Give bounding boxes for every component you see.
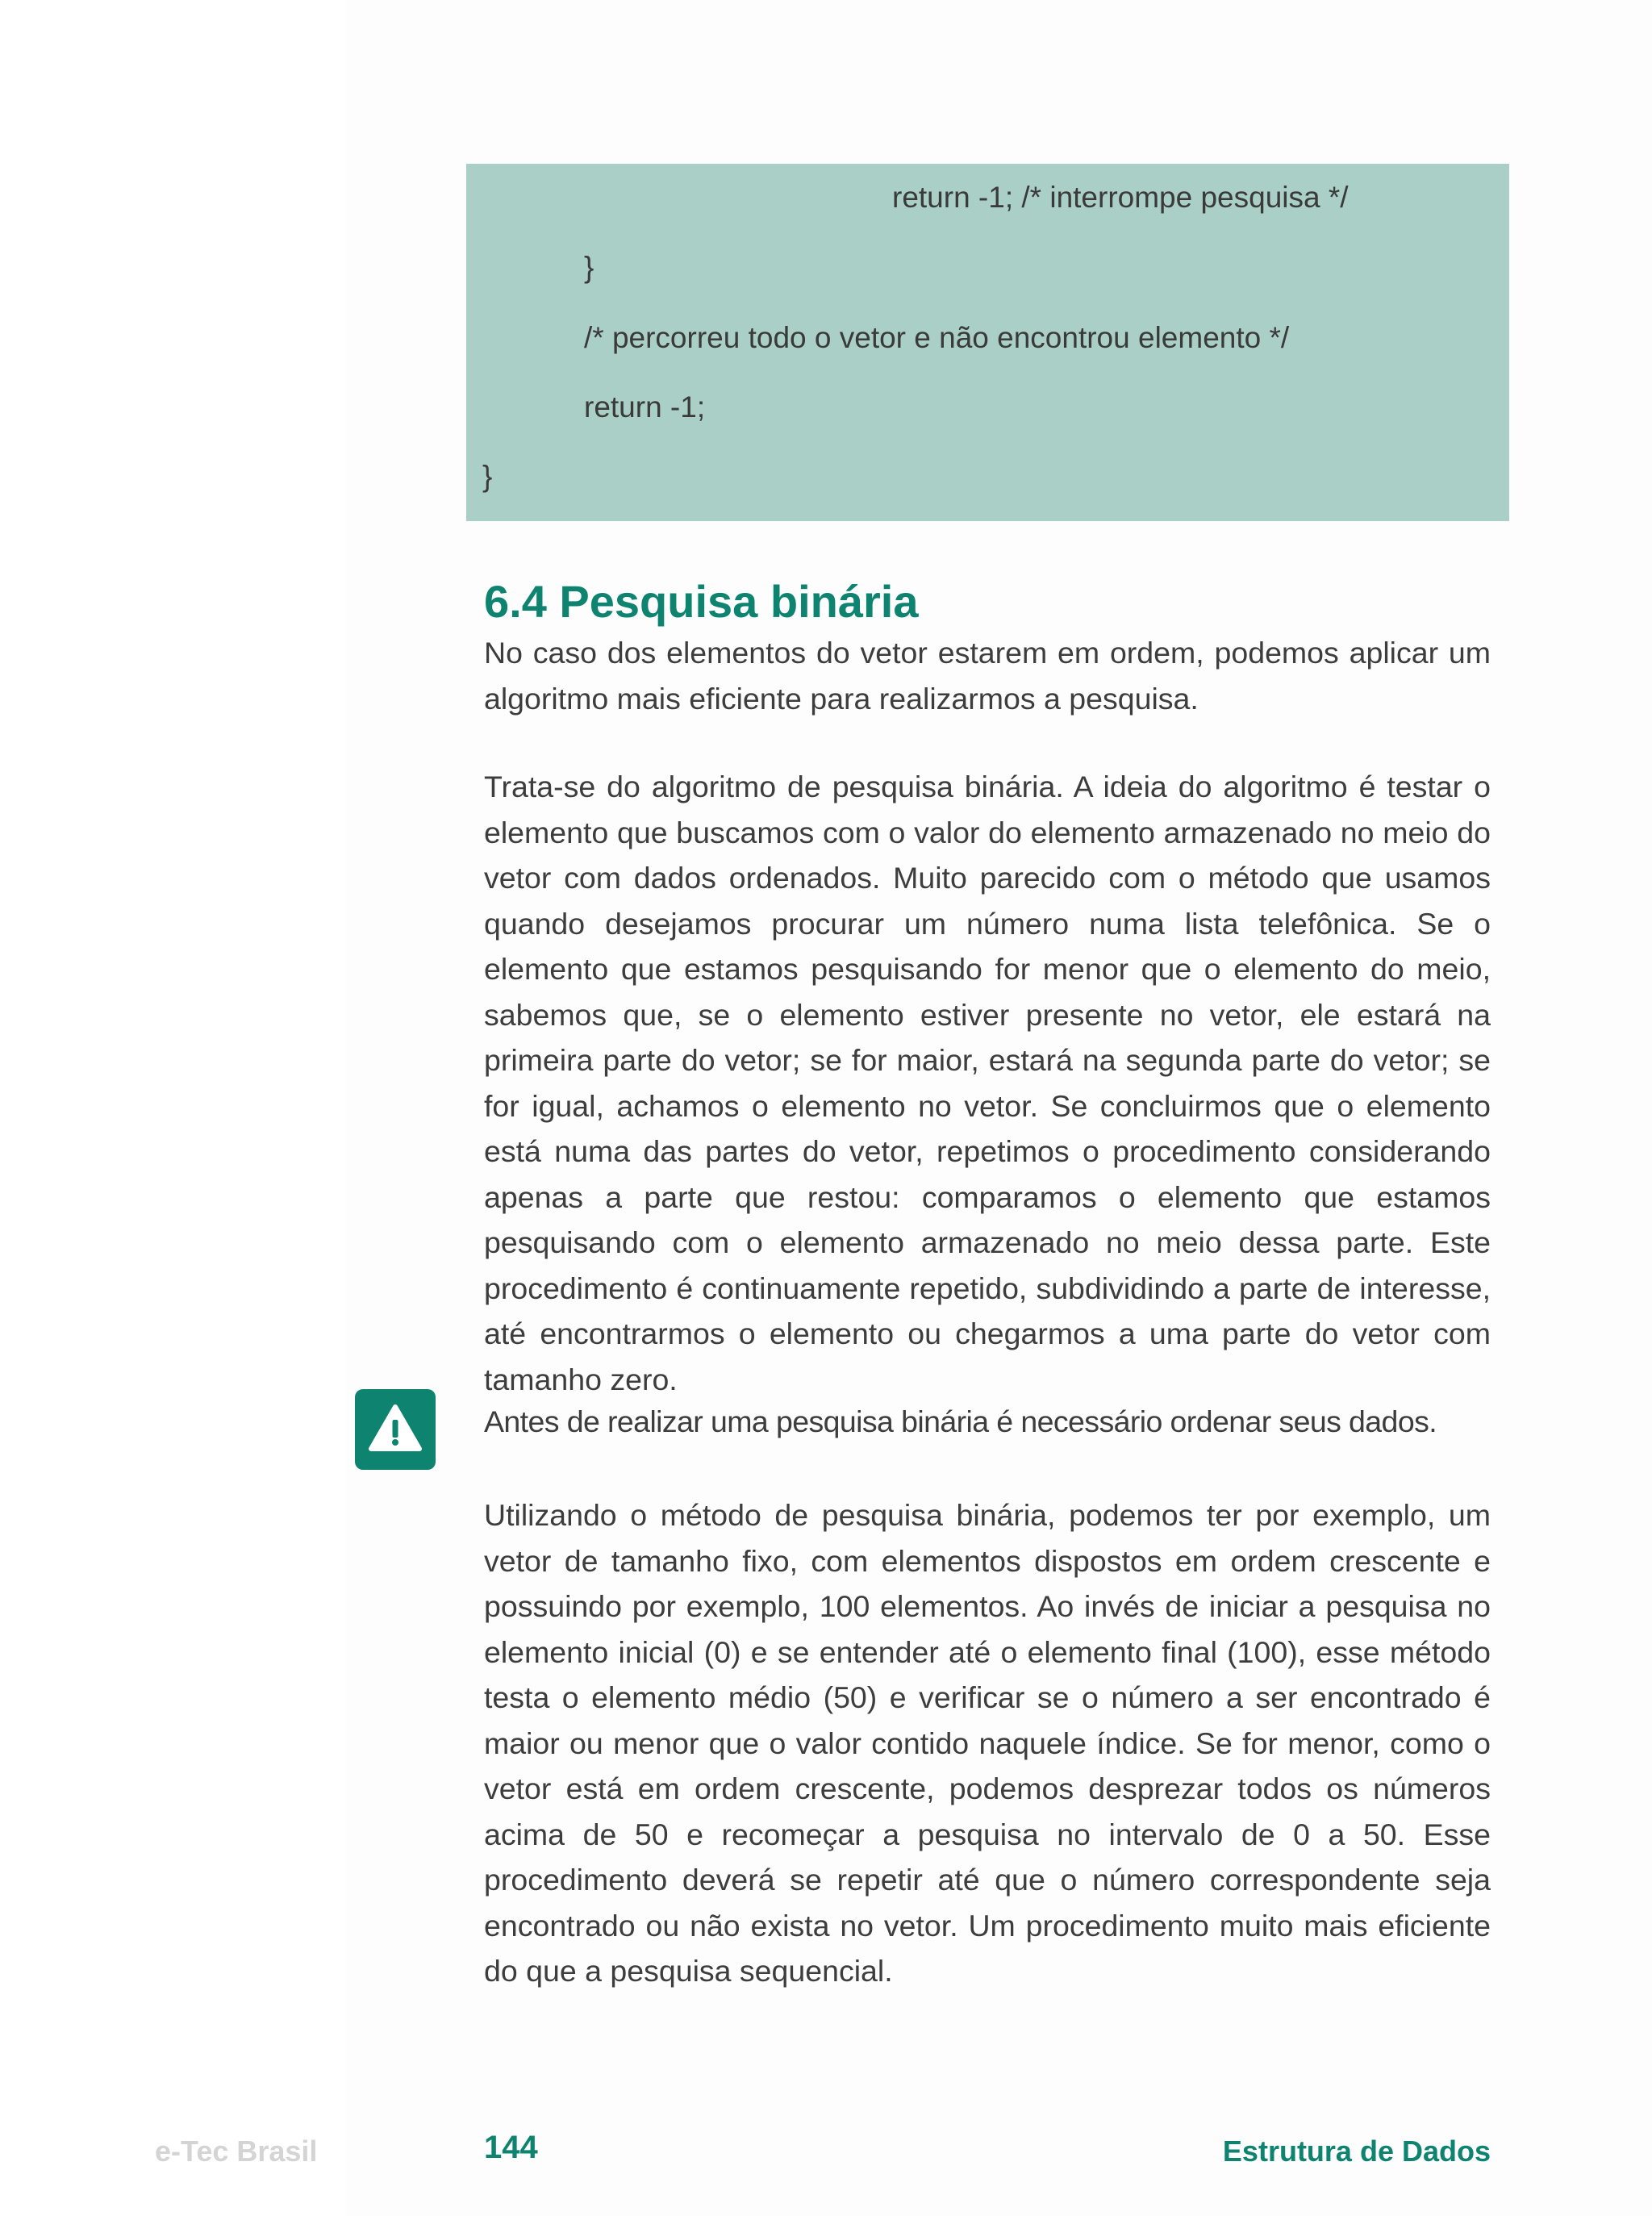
footer-brand: e-Tec Brasil	[155, 2135, 318, 2168]
code-line: }	[482, 460, 493, 493]
margin-column	[0, 0, 347, 2216]
footer-title: Estrutura de Dados	[1222, 2135, 1491, 2168]
code-block	[466, 164, 1509, 521]
note-badge	[355, 1389, 436, 1470]
code-line: }	[584, 251, 594, 284]
paragraph: Trata-se do algoritmo de pesquisa binária. A ideia do algoritmo é testar o elemento que buscamos com o valor do elemento armazenado no meio do vetor com dados ordenados. Muito parecido com o método que usamos quando desejamos procurar um número numa lista telefônica. Se o elemento que estamos pesquisando for menor que o elemento do meio, sabemos que, se o elemento estiver presente no vetor, ele estará na primeira parte do vetor; se for maior, estará na segunda parte do vetor; se for igual, achamos o elemento no vetor. Se concluirmos que o elemento está numa das partes do vetor, repetimos o procedimento considerando apenas a parte que restou: comparamos o elemento que estamos pesquisando com o elemento armazenado no meio dessa parte. Este procedimento é continuamente repetido, subdividindo a parte de interesse, até encontrarmos o elemento ou chegarmos a uma parte do vetor com tamanho zero.	[484, 770, 1491, 1396]
paragraph: No caso dos elementos do vetor estarem em ordem, podemos aplicar um algoritmo mais eficiente para realizarmos a pesquisa.	[484, 636, 1491, 716]
code-line: return -1;	[584, 390, 706, 424]
code-line: return -1; /* interrompe pesquisa */	[892, 181, 1349, 214]
paragraph: Utilizando o método de pesquisa binária, podemos ter por exemplo, um vetor de tamanho fixo, com elementos dispostos em ordem crescente e possuindo por exemplo, 100 elementos. Ao invés de iniciar a pesquisa no elemento inicial (0) e se entender até o elemento final (100), esse método testa o elemento médio (50) e verificar se o número a ser encontrado é maior ou menor que o valor contido naquele índice. Se for menor, como o vetor está em ordem crescente, podemos desprezar todos os números acima de 50 e recomeçar a pesquisa no intervalo de 0 a 50. Esse procedimento deverá se repetir até que o número correspondente seja encontrado ou não exista no vetor. Um procedimento muito mais eficiente do que a pesquisa sequencial.	[484, 1498, 1491, 1988]
page-number: 144	[484, 2130, 538, 2165]
warning-icon	[355, 1389, 436, 1470]
section-title: 6.4 Pesquisa binária	[484, 576, 919, 627]
code-line: /* percorreu todo o vetor e não encontrou elemento */	[584, 321, 1290, 354]
note-text: Antes de realizar uma pesquisa binária é necessário ordenar seus dados.	[484, 1404, 1437, 1438]
